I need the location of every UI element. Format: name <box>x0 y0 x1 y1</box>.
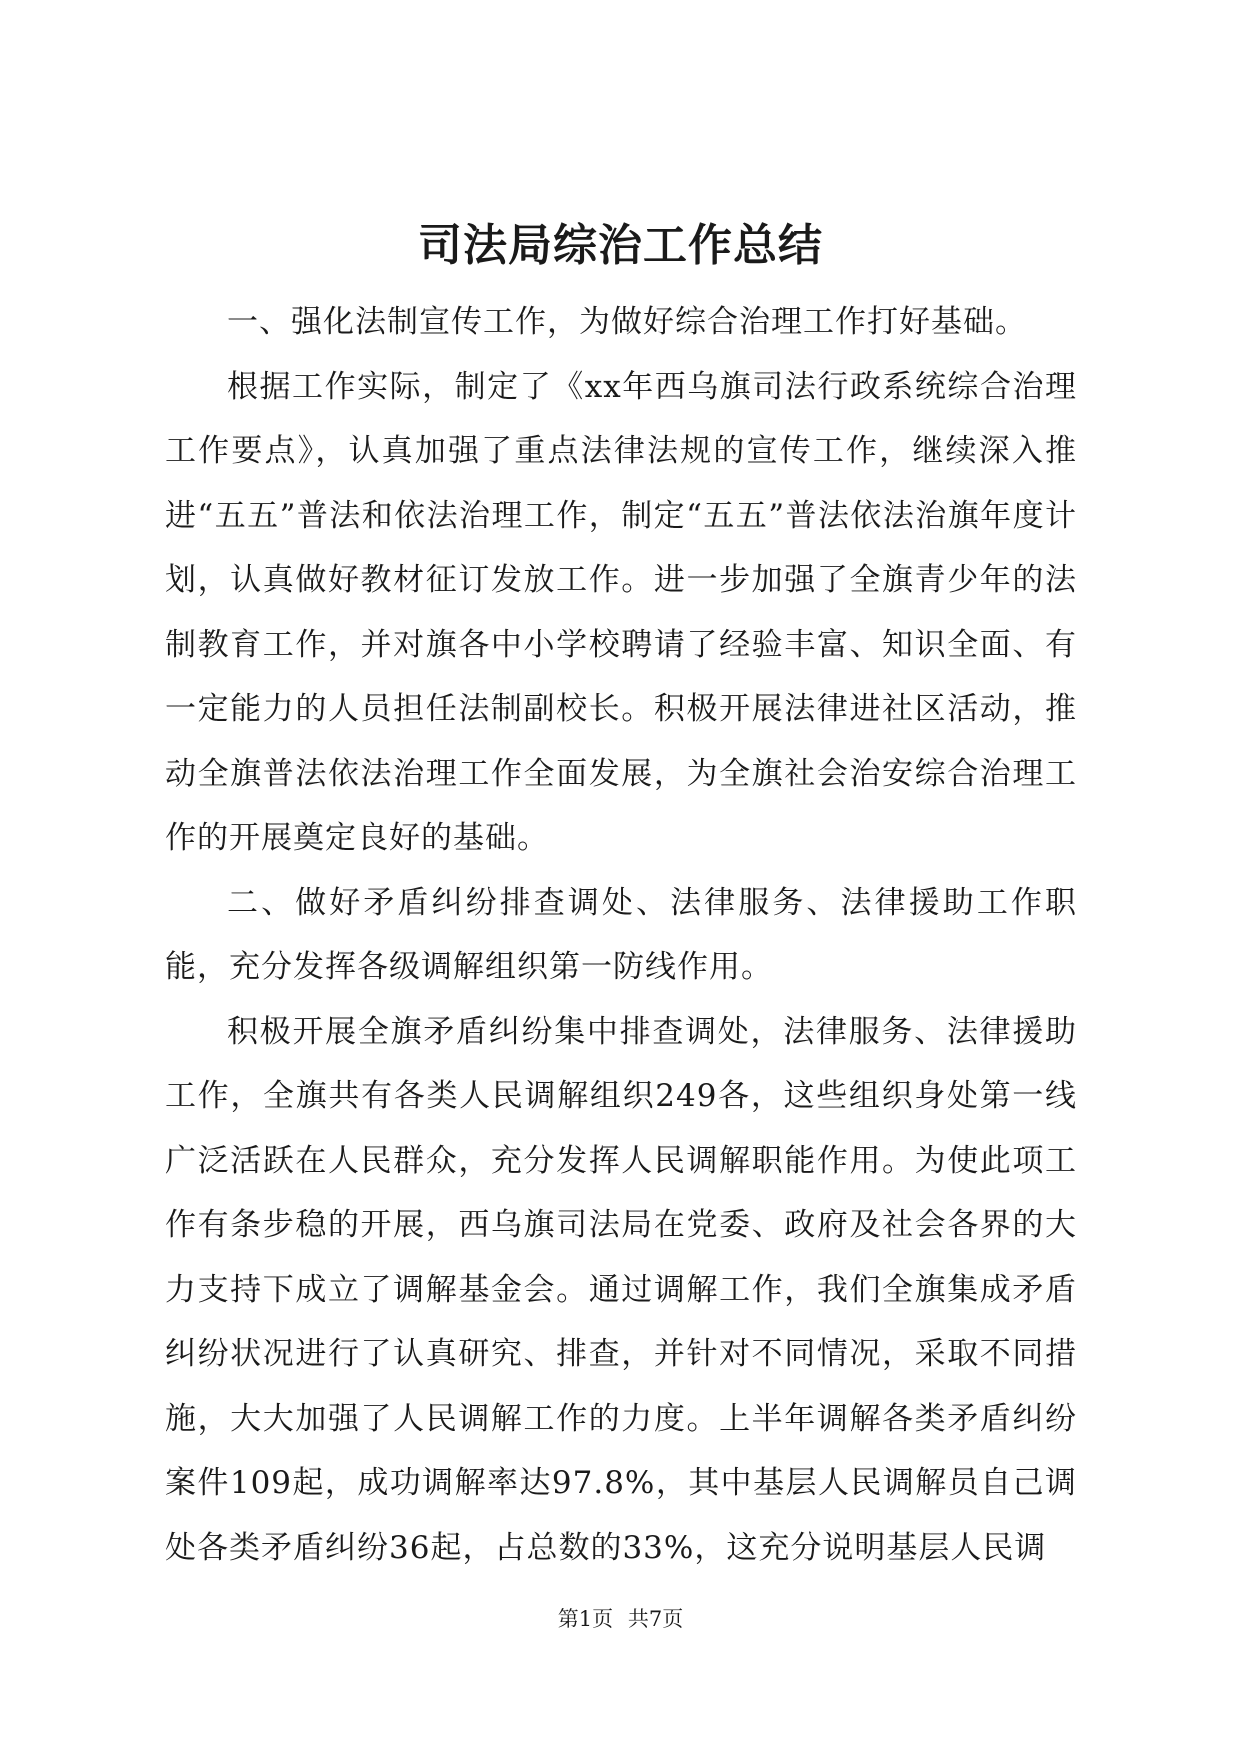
paragraph-section-1-heading: 一、强化法制宣传工作，为做好综合治理工作打好基础。 <box>227 304 1027 340</box>
page-footer <box>0 1605 1241 1633</box>
paragraph-section-1-body: 根据工作实际，制定了《xx年西乌旗司法行政系统综合治理工作要点》，认真加强了重点法律法规的宣传工作，继续深入推进“五五”普法和依法治理工作，制定“五五”普法依法治旗年度计划，认真做好教材征订发放工作。进一步加强了全旗青少年的法制教育工作，并对旗各中小学校聘请了经验丰富、知识全面、有一定能力的人员担任法制副校长。积极开展法律进社区活动，推动全旗普法依法治理工作全面发展，为全旗社会治安综合治理工作的开展奠定良好的基础。 <box>165 368 1077 856</box>
page-total: 共7页 <box>627 1607 684 1631</box>
page-number: 第1页 <box>557 1607 614 1631</box>
document-title: 司法局综治工作总结 <box>418 220 823 271</box>
paragraph-section-2-heading: 二、做好矛盾纠纷排查调处、法律服务、法律援助工作职能，充分发挥各级调解组织第一防线作用。 <box>165 884 1077 985</box>
paragraph-section-2-body: 积极开展全旗矛盾纠纷集中排查调处，法律服务、法律援助工作，全旗共有各类人民调解组织249各，这些组织身处第一线广泛活跃在人民群众，充分发挥人民调解职能作用。为使此项工作有条步稳的开展，西乌旗司法局在党委、政府及社会各界的大力支持下成立了调解基金会。通过调解工作，我们全旗集成矛盾纠纷状况进行了认真研究、排查，并针对不同情况，采取不同措施，大大加强了人民调解工作的力度。上半年调解各类矛盾纠纷案件109起，成功调解率达97.8%，其中基层人民调解员自己调处各类矛盾纠纷36起，占总数的33%，这充分说明基层人民调 <box>165 1013 1077 1566</box>
document-body <box>165 290 1077 1580</box>
